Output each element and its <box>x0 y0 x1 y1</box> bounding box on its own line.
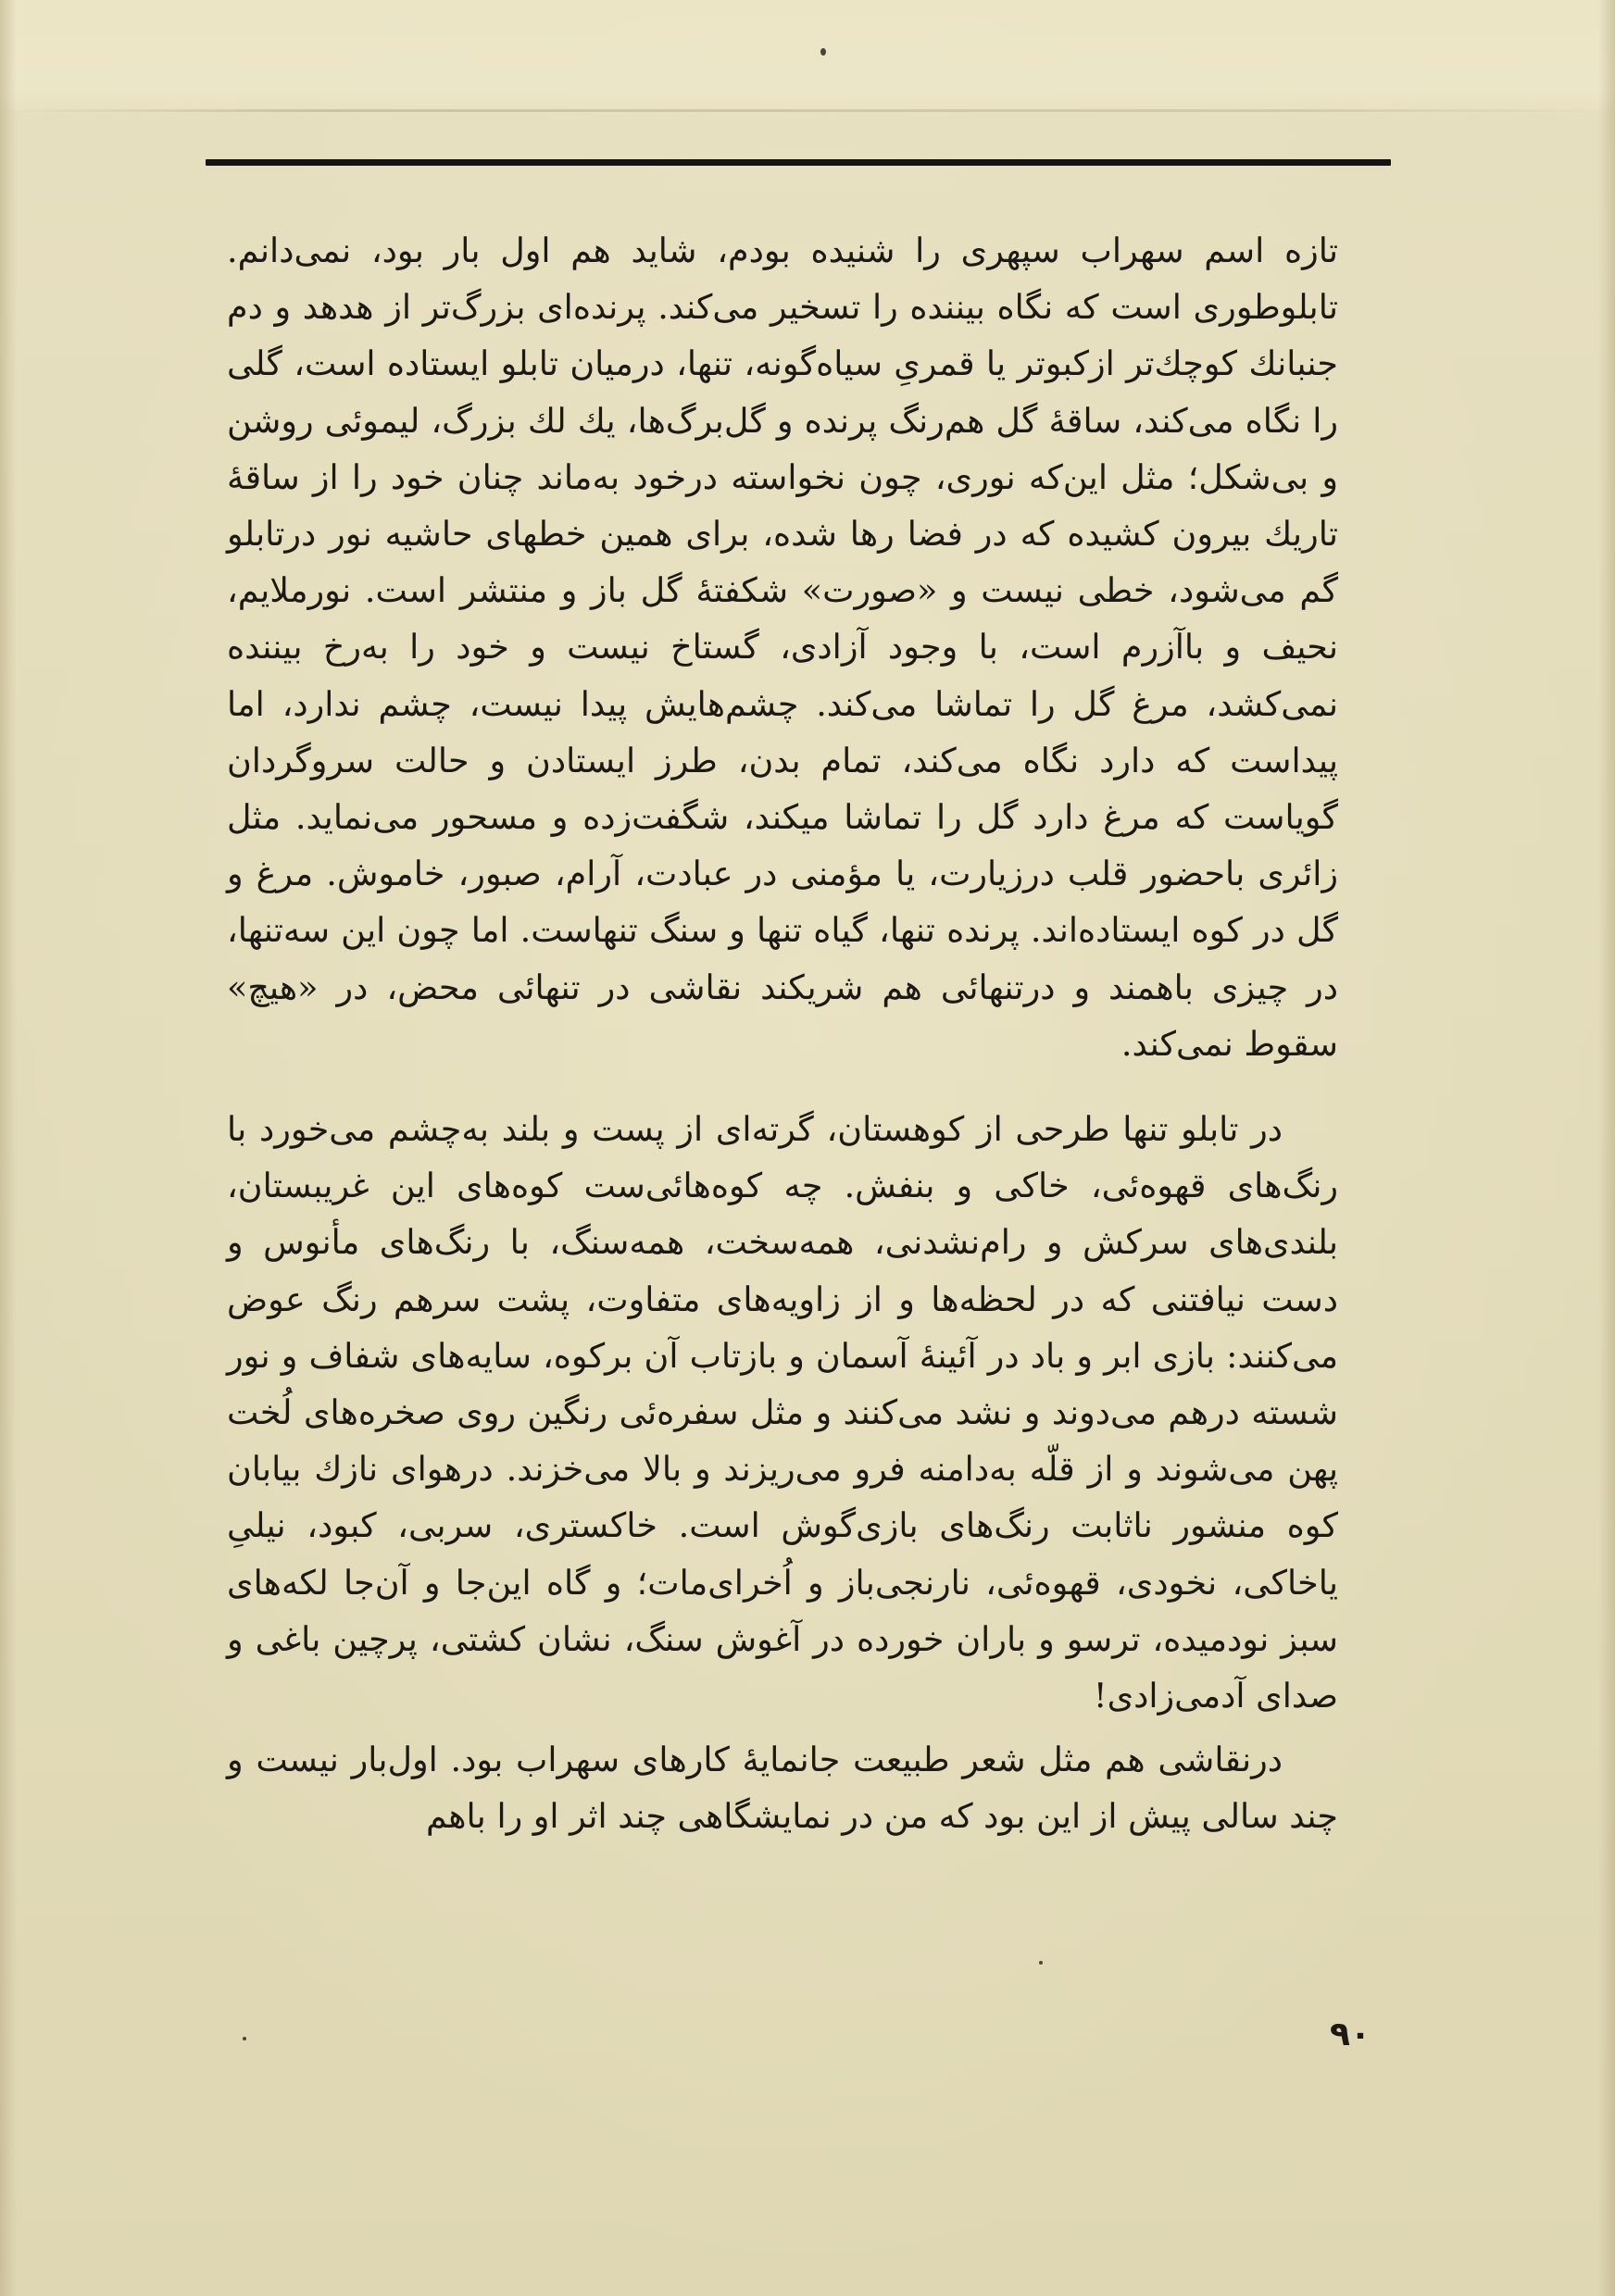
paper-speck <box>1039 1961 1043 1965</box>
paper-fold-line <box>0 109 1615 112</box>
paper-speck <box>820 48 826 56</box>
body-text <box>227 222 1338 1845</box>
paragraph: درنقاشی هم مثل شعر طبیعت جانمایهٔ کارهای سهراب بود. اول‌بار نیست و چند سالی پیش از این بود که من در نمایشگاهی چند اثر او را باهم <box>227 1740 1338 1837</box>
page-edge-shadow-right <box>1598 0 1615 2296</box>
paragraph: تازه اسم سهراب سپهری را شنیده بودم، شاید هم اول بار بود، نمی‌دانم. تابلوطوری است که نگاه بیننده را تسخیر می‌کند. پرنده‌ای بزرگ‌تر از هدهد و دم جنبانك کوچك‌تر ازکبوتر یا قمریِ سیاه‌گونه، تنها، درمیان تابلو ایستاده است، گلی را نگاه می‌کند، ساقهٔ گل هم‌رنگ پرنده و گل‌برگ‌ها، یك لك بزرگ، لیموئی روشن و بی‌شکل؛ مثل این‌که نوری، چون نخواسته درخود به‌ماند چنان خود را از ساقهٔ تاریك بیرون کشیده که در فضا رها شده، برای همین خطهای حاشیه نور درتابلو گم می‌شود، خطی نیست و «صورت» شکفتهٔ گل باز و منتشر است. نورملایم، نحیف و باآزرم است، با وجود آزادی، گستاخ نیست و خود را به‌رخ بیننده نمی‌کشد، مرغ گل را تماشا می‌کند. چشم‌هایش پیدا نیست، چشم ندارد، اما پیداست که دارد نگاه می‌کند، تمام بدن، طرز ایستادن و حالت سروگردان گویاست که مرغ دارد گل را تماشا میکند، شگفت‌زده و مسحور می‌نماید. مثل زائری باحضور قلب درزیارت، یا مؤمنی در عبادت، آرام، صبور، خاموش. مرغ و گل در کوه ایستاده‌اند. پرنده تنها، گیاه تنها و سنگ تنهاست. اما چون این سه‌تنها، در چیزی باهمند و درتنهائی هم شریکند نقاشی در تنهائی محض، در «هیچ» سقوط نمی‌کند. <box>227 231 1338 1064</box>
header-rule <box>206 159 1391 166</box>
paragraph: در تابلو تنها طرحی از کوهستان، گرته‌ای از پست و بلند به‌چشم می‌خورد با رنگ‌های قهوه‌ئی، خاکی و بنفش. چه کوه‌هائی‌ست کوه‌های این غریبستان، بلندی‌های سرکش و رام‌نشدنی، همه‌سخت، همه‌سنگ، با رنگ‌های مأنوس و دست نیافتنی که در لحظه‌ها و از زاویه‌های متفاوت، پشت سرهم رنگ عوض می‌کنند: بازی ابر و باد در آئینهٔ آسمان و بازتاب آن برکوه، سایه‌های شفاف و نور شسته درهم می‌دوند و نشد می‌کنند و مثل سفره‌ئی رنگین روی صخره‌های لُخت پهن می‌شوند و از قلّه به‌دامنه فرو می‌ریزند و بالا می‌خزند. درهوای نازك بیابان کوه منشور ناثابت رنگ‌های بازی‌گوش است. خاکستری، سربی، کبود، نیلیِ یاخاکی، نخودی، قهوه‌ئی، نارنجی‌باز و اُخرای‌مات؛ و گاه این‌جا و آن‌جا لکه‌های سبز نودمیده، ترسو و باران خورده در آغوش سنگ، نشان کشتی، پرچین باغی و صدای آدمی‌زادی! <box>227 1109 1338 1716</box>
page-number: ۹۰ <box>1330 2015 1371 2053</box>
page-edge-shadow-left <box>0 0 17 2296</box>
paper-speck <box>243 2037 246 2040</box>
